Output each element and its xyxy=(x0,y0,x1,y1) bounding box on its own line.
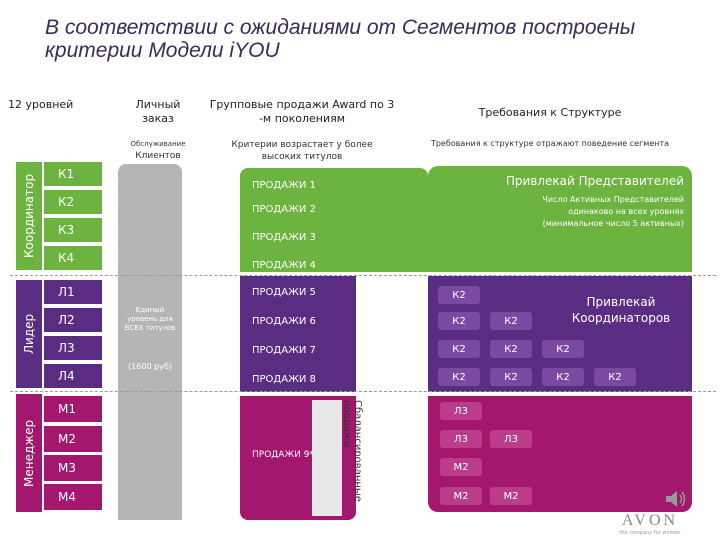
level-l4: Л4 xyxy=(44,364,102,388)
criteria-note: Критерии возрастает у более высоких титулов xyxy=(231,140,373,162)
level-l3: Л3 xyxy=(44,336,102,360)
k2-badge: К2 xyxy=(490,312,532,330)
sales-6: ПРОДАЖИ 6 xyxy=(252,315,316,327)
k2-badge: К2 xyxy=(438,368,480,386)
level-m1: М1 xyxy=(44,396,102,422)
k2-badge: К2 xyxy=(490,340,532,358)
l3-badge: Л3 xyxy=(440,402,482,420)
attract-reps-title: Привлекай Представителей xyxy=(505,174,684,188)
speaker-icon[interactable] xyxy=(664,488,688,510)
level-k3: К3 xyxy=(44,218,102,242)
k2-badge: К2 xyxy=(594,368,636,386)
structure-note: Требования к структуре отражают поведение сегмента xyxy=(430,139,670,148)
attract-reps-note: Число Активных Представителей одинаково на всех уровнях (минимальное число 5 активных) xyxy=(542,195,684,228)
sales-8: ПРОДАЖИ 8 xyxy=(252,373,316,385)
level-m2: М2 xyxy=(44,426,102,452)
page-title: В соответствии с ожиданиями от Сегментов построены критерии Модели iYOU xyxy=(45,16,636,62)
sales-1: ПРОДАЖИ 1 xyxy=(252,179,316,191)
k2-badge: К2 xyxy=(438,286,480,304)
personal-order-amount: (1600 руб) xyxy=(128,362,172,371)
avon-logo: AVON xyxy=(621,512,679,529)
balanced-sales-label: Сбалансированные продажи xyxy=(341,400,363,502)
header-personal-order: Личный заказ xyxy=(135,98,181,125)
level-l1: Л1 xyxy=(44,280,102,304)
sales-3: ПРОДАЖИ 3 xyxy=(252,231,316,243)
k2-badge: К2 xyxy=(490,368,532,386)
segment-leader: Лидер xyxy=(16,280,42,388)
level-k4: К4 xyxy=(44,246,102,270)
attract-coord-title: Привлекай Координаторов xyxy=(571,295,671,325)
service-label: Обслуживание xyxy=(130,140,186,148)
segment-manager: Менеджер xyxy=(16,394,42,512)
m2-badge: М2 xyxy=(440,487,482,505)
level-k1: К1 xyxy=(44,162,102,186)
header-group-sales: Групповые продажи Award по 3 -м поколениям xyxy=(209,98,395,125)
header-structure: Требования к Структуре xyxy=(478,106,622,119)
k2-badge: К2 xyxy=(542,340,584,358)
separator-coordinator-leader xyxy=(10,275,716,276)
sales-7: ПРОДАЖИ 7 xyxy=(252,344,316,356)
l3-badge: Л3 xyxy=(490,430,532,448)
k2-badge: К2 xyxy=(438,340,480,358)
level-m3: М3 xyxy=(44,455,102,481)
sales-9: ПРОДАЖИ 9* xyxy=(252,450,314,460)
level-m4: М4 xyxy=(44,484,102,510)
avon-tagline: the company for women xyxy=(619,530,681,536)
level-l2: Л2 xyxy=(44,308,102,332)
sales-2: ПРОДАЖИ 2 xyxy=(252,203,316,215)
personal-order-note: Единый уровень для ВСЕХ титулов xyxy=(124,306,176,332)
clients-label: Клиентов xyxy=(135,151,181,161)
header-levels: 12 уровней xyxy=(8,98,74,111)
sales-5: ПРОДАЖИ 5 xyxy=(252,286,316,298)
l3-badge: Л3 xyxy=(440,430,482,448)
personal-order-column xyxy=(118,164,182,520)
segment-coordinator: Координатор xyxy=(16,162,42,270)
k2-badge: К2 xyxy=(438,312,480,330)
k2-badge: К2 xyxy=(542,368,584,386)
sales-4: ПРОДАЖИ 4 xyxy=(252,259,316,271)
separator-leader-manager xyxy=(10,391,716,392)
level-k2: К2 xyxy=(44,190,102,214)
m2-badge: М2 xyxy=(490,487,532,505)
m2-badge: М2 xyxy=(440,458,482,476)
